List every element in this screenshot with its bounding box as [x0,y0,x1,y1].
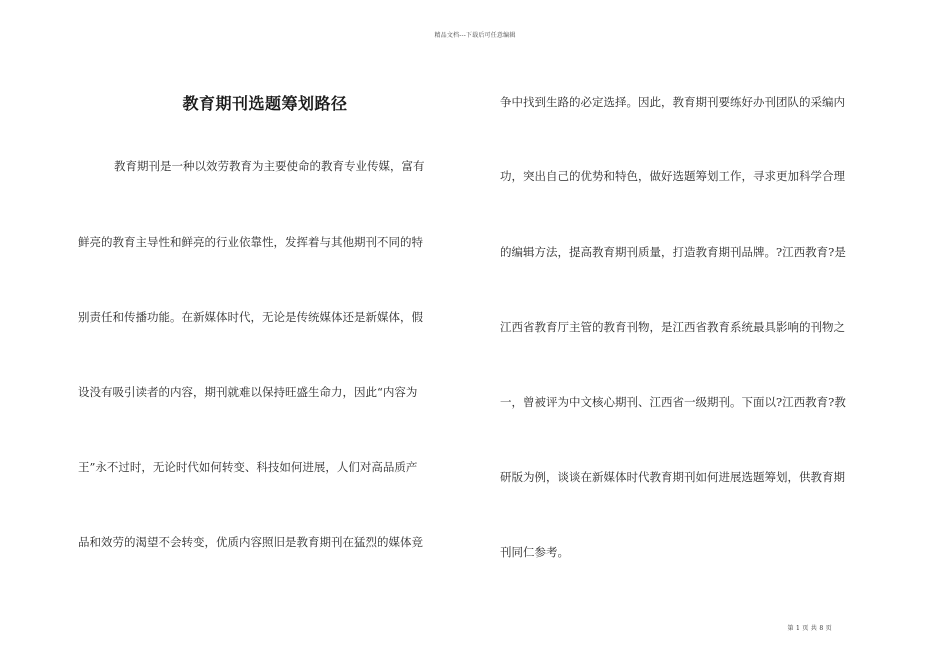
document-header-note: 精品文档---下载后可任意编辑 [434,32,516,39]
paragraph-line: 江西省教育厅主管的教育刊物，是江西省教育系统最具影响的刊物之 [500,320,845,334]
page-title: 教育期刊选题筹划路径 [182,94,348,113]
paragraph-line: 功，突出自己的优势和特色，做好选题筹划工作，寻求更加科学合理 [500,169,845,183]
paragraph-line: 的编辑方法，提高教育期刊质量，打造教育期刊品牌。?江西教育?是 [500,245,846,259]
paragraph-line: 王”永不过时，无论时代如何转变、科技如何进展，人们对高品质产 [78,460,418,474]
paragraph-line: 设没有吸引读者的内容，期刊就难以保持旺盛生命力，因此“内容为 [78,385,418,399]
page-number-footer: 第 1 页 共 8 页 [787,625,832,632]
paragraph-line: 别责任和传播功能。在新媒体时代，无论是传统媒体还是新媒体，假 [78,310,423,324]
paragraph-line: 争中找到生路的必定选择。因此，教育期刊要练好办刊团队的采编内 [500,95,845,109]
paragraph-line: 刊同仁参考。 [500,545,569,559]
paragraph-line: 教育期刊是一种以效劳教育为主要使命的教育专业传媒，富有 [114,159,425,173]
paragraph-line: 一，曾被评为中文核心期刊、江西省一级期刊。下面以?江西教育?教 [500,395,846,409]
paragraph-line: 鲜亮的教育主导性和鲜亮的行业依靠性，发挥着与其他期刊不同的特 [78,235,423,249]
paragraph-line: 品和效劳的渴望不会转变，优质内容照旧是教育期刊在猛烈的媒体竞 [78,535,423,549]
paragraph-line: 研版为例，谈谈在新媒体时代教育期刊如何进展选题筹划，供教育期 [500,470,845,484]
